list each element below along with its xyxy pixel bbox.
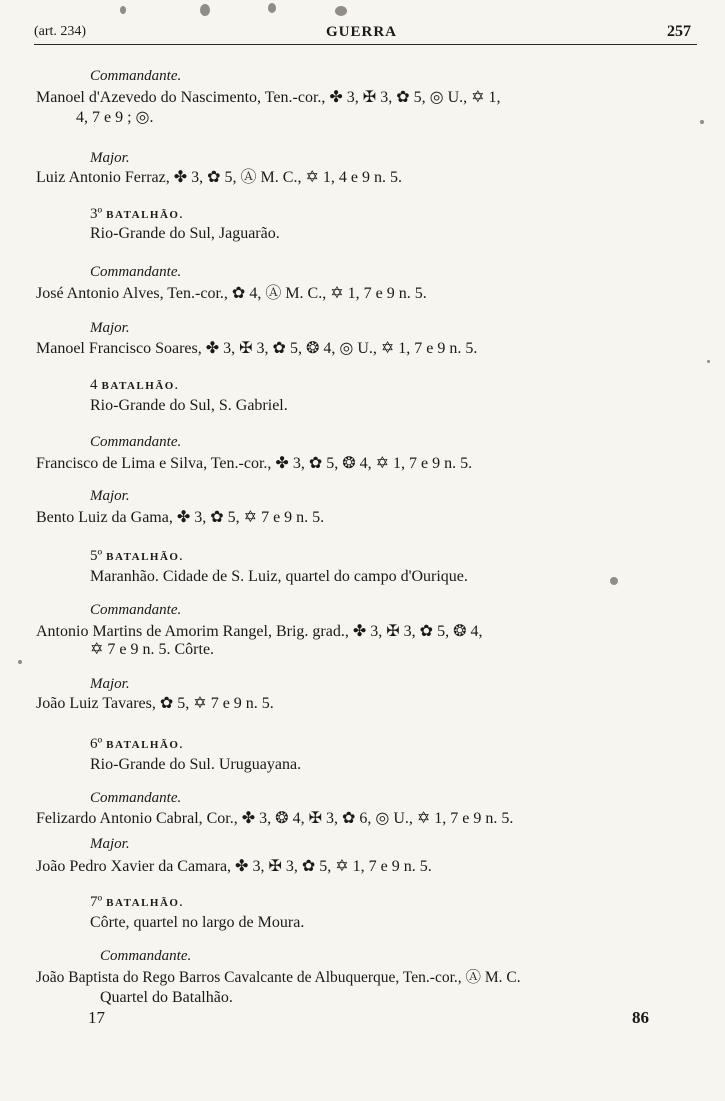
battalion-heading xyxy=(90,204,184,225)
entry-role: Major. xyxy=(90,676,130,692)
entry-continuation: ✡ 7 e 9 n. 5. Côrte. xyxy=(90,641,215,658)
battalion-location: Côrte, quartel no largo de Moura. xyxy=(90,914,305,931)
battalion-number: 5º xyxy=(90,548,103,564)
battalion-heading xyxy=(90,375,179,396)
battalion-number: 3º xyxy=(90,206,103,222)
scan-speck xyxy=(610,577,618,585)
scan-speck xyxy=(18,660,22,664)
entry-text: Felizardo Antonio Cabral, Cor., ✤ 3, ❂ 4, ✠ 3, ✿ 6, ◎ U., ✡ 1, 7 e 9 n. 5. xyxy=(36,810,514,827)
entry-continuation: 4, 7 e 9 ; ◎. xyxy=(76,109,154,126)
battalion-location: Rio-Grande do Sul. Uruguayana. xyxy=(90,756,302,773)
entry-role: Commandante. xyxy=(100,948,192,964)
battalion-number: 4 xyxy=(90,377,98,393)
page-number: 257 xyxy=(667,23,691,40)
scan-speck xyxy=(700,120,704,124)
battalion-label: BATALHÃO. xyxy=(106,551,184,563)
entry-text: Manoel d'Azevedo do Nascimento, Ten.-cor., ✤ 3, ✠ 3, ✿ 5, ◎ U., ✡ 1, xyxy=(36,89,501,106)
entry-role: Commandante. xyxy=(90,68,182,84)
scan-speck xyxy=(707,360,710,363)
sheet-number: 86 xyxy=(632,1008,649,1027)
battalion-label: BATALHÃO. xyxy=(106,897,184,909)
battalion-label: BATALHÃO. xyxy=(106,209,184,221)
entry-text: Manoel Francisco Soares, ✤ 3, ✠ 3, ✿ 5, ❂ 4, ◎ U., ✡ 1, 7 e 9 n. 5. xyxy=(36,340,478,357)
scan-speck xyxy=(268,3,276,13)
entry-role: Major. xyxy=(90,320,130,336)
entry-text: João Luiz Tavares, ✿ 5, ✡ 7 e 9 n. 5. xyxy=(36,695,274,712)
entry-text: João Baptista do Rego Barros Cavalcante de Albuquerque, Ten.-cor., Ⓐ M. C. xyxy=(36,969,521,986)
entry-role: Commandante. xyxy=(90,602,182,618)
battalion-heading xyxy=(90,892,184,913)
battalion-location: Rio-Grande do Sul, Jaguarão. xyxy=(90,225,280,242)
entry-text: José Antonio Alves, Ten.-cor., ✿ 4, Ⓐ M. C., ✡ 1, 7 e 9 n. 5. xyxy=(36,285,427,302)
entry-text: Francisco de Lima e Silva, Ten.-cor., ✤ 3, ✿ 5, ❂ 4, ✡ 1, 7 e 9 n. 5. xyxy=(36,455,473,472)
entry-role: Major. xyxy=(90,150,130,166)
entry-text: João Pedro Xavier da Camara, ✤ 3, ✠ 3, ✿ 5, ✡ 1, 7 e 9 n. 5. xyxy=(36,858,432,875)
scan-speck xyxy=(200,4,210,16)
entry-text: Bento Luiz da Gama, ✤ 3, ✿ 5, ✡ 7 e 9 n. 5. xyxy=(36,509,325,526)
scan-speck xyxy=(335,6,347,16)
battalion-label: BATALHÃO. xyxy=(101,380,180,392)
page-header xyxy=(34,22,697,45)
battalion-location: Maranhão. Cidade de S. Luiz, quartel do campo d'Ourique. xyxy=(90,568,468,585)
entry-continuation: Quartel do Batalhão. xyxy=(100,989,233,1006)
battalion-heading xyxy=(90,734,184,755)
scan-speck xyxy=(120,6,126,14)
entry-text: Antonio Martins de Amorim Rangel, Brig. grad., ✤ 3, ✠ 3, ✿ 5, ❂ 4, xyxy=(36,623,483,640)
entry-role: Major. xyxy=(90,836,130,852)
entry-text: Luiz Antonio Ferraz, ✤ 3, ✿ 5, Ⓐ M. C., ✡ 1, 4 e 9 n. 5. xyxy=(36,169,402,186)
article-reference: (art. 234) xyxy=(34,24,87,39)
battalion-number: 6º xyxy=(90,736,103,752)
entry-role: Commandante. xyxy=(90,264,182,280)
entry-role: Commandante. xyxy=(90,434,182,450)
battalion-label: BATALHÃO. xyxy=(106,739,184,751)
signature-mark: 17 xyxy=(88,1008,105,1027)
battalion-number: 7º xyxy=(90,894,103,910)
battalion-location: Rio-Grande do Sul, S. Gabriel. xyxy=(90,397,288,414)
section-title: GUERRA xyxy=(326,24,398,40)
battalion-heading xyxy=(90,546,184,567)
entry-role: Major. xyxy=(90,488,130,504)
entry-role: Commandante. xyxy=(90,790,182,806)
